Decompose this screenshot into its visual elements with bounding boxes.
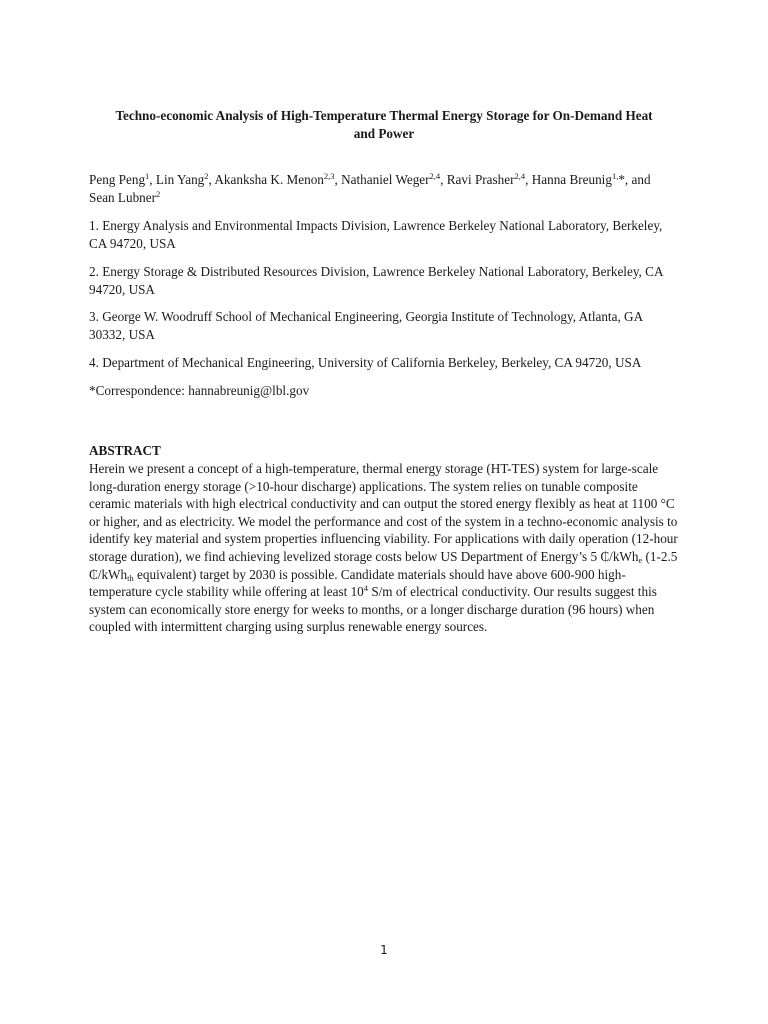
author-separator: , <box>440 172 447 187</box>
affiliation-4: 4. Department of Mechanical Engineering, University of California Berkeley, Berkeley, CA 94720, USA <box>89 355 642 370</box>
abstract-text: (1-2.5 ₵/kWh <box>89 548 678 582</box>
affiliation-1: 1. Energy Analysis and Environmental Impacts Division, Lawrence Berkeley National Laboratory, Berkeley, CA 94720, USA <box>89 218 663 251</box>
author-name: Ravi Prasher <box>446 172 515 187</box>
author-affiliation-mark: 1 <box>145 171 150 181</box>
author-affiliation-mark: 2 <box>156 189 161 199</box>
author-affiliation-mark: 2,4 <box>514 171 526 181</box>
author-affiliation-mark: 2,3 <box>323 171 335 181</box>
author-affiliation-mark: 2 <box>204 171 209 181</box>
author-affiliation-mark: 2,4 <box>429 171 441 181</box>
author-list <box>89 171 679 207</box>
abstract-text: S/m of electrical conductivity. Our results suggest this system can economically store energy for weeks to months, or a longer discharge duration (96 hours) when coupled with intermittent charging using surplus renewable energy sources. <box>89 584 657 635</box>
author-affiliation-mark: 1, <box>611 171 619 181</box>
title-line-1: Techno-economic Analysis of High-Temperature Thermal Energy Storage for On-Demand Heat <box>115 108 653 123</box>
author-separator: , <box>525 172 532 187</box>
unit-subscript: th <box>127 572 134 583</box>
abstract-heading: ABSTRACT <box>89 443 161 458</box>
abstract-text: equivalent) target by 2030 is possible. Candidate materials should have above 600-900 high-temperature cycle stability while offering at least 10 <box>89 566 626 600</box>
title-line-2: and Power <box>353 126 415 141</box>
author-separator: *, and <box>618 172 651 187</box>
abstract-body <box>89 460 681 636</box>
affiliation-2: 2. Energy Storage & Distributed Resources Division, Lawrence Berkeley National Laboratory, Berkeley, CA 94720, USA <box>89 264 663 297</box>
author-name: Sean Lubner <box>89 190 157 205</box>
author-separator: , <box>208 172 215 187</box>
unit-subscript: e <box>638 554 643 565</box>
author-name: Peng Peng <box>89 172 146 187</box>
author-name: Nathaniel Weger <box>341 172 430 187</box>
affiliation-3: 3. George W. Woodruff School of Mechanical Engineering, Georgia Institute of Technology, Atlanta, GA 30332, USA <box>89 309 643 342</box>
author-separator: , <box>149 172 156 187</box>
exponent-superscript: 4 <box>363 583 369 594</box>
author-separator: , <box>334 172 342 187</box>
page-number: 1 <box>380 943 388 957</box>
author-name: Hanna Breunig <box>531 172 612 187</box>
abstract-text: Herein we present a concept of a high-temperature, thermal energy storage (HT-TES) system for large-scale long-duration energy storage (>10-hour discharge) applications. The system relies on tunable composite ceramic materials with high electrical conductivity and can output the stored energy flexibly as heat at 1100 °C or higher, and as electricity. We model the performance and cost of the system in a techno-economic analysis to identify key material and system properties influencing viability. For applications with daily operation (12-hour storage duration), we find achieving levelized storage costs below US Department of Energy’s 5 ₵/kWh <box>89 461 678 564</box>
correspondence: *Correspondence: hannabreunig@lbl.gov <box>89 383 310 398</box>
author-name: Akanksha K. Menon <box>214 172 324 187</box>
author-name: Lin Yang <box>155 172 205 187</box>
paper-title <box>90 107 678 143</box>
